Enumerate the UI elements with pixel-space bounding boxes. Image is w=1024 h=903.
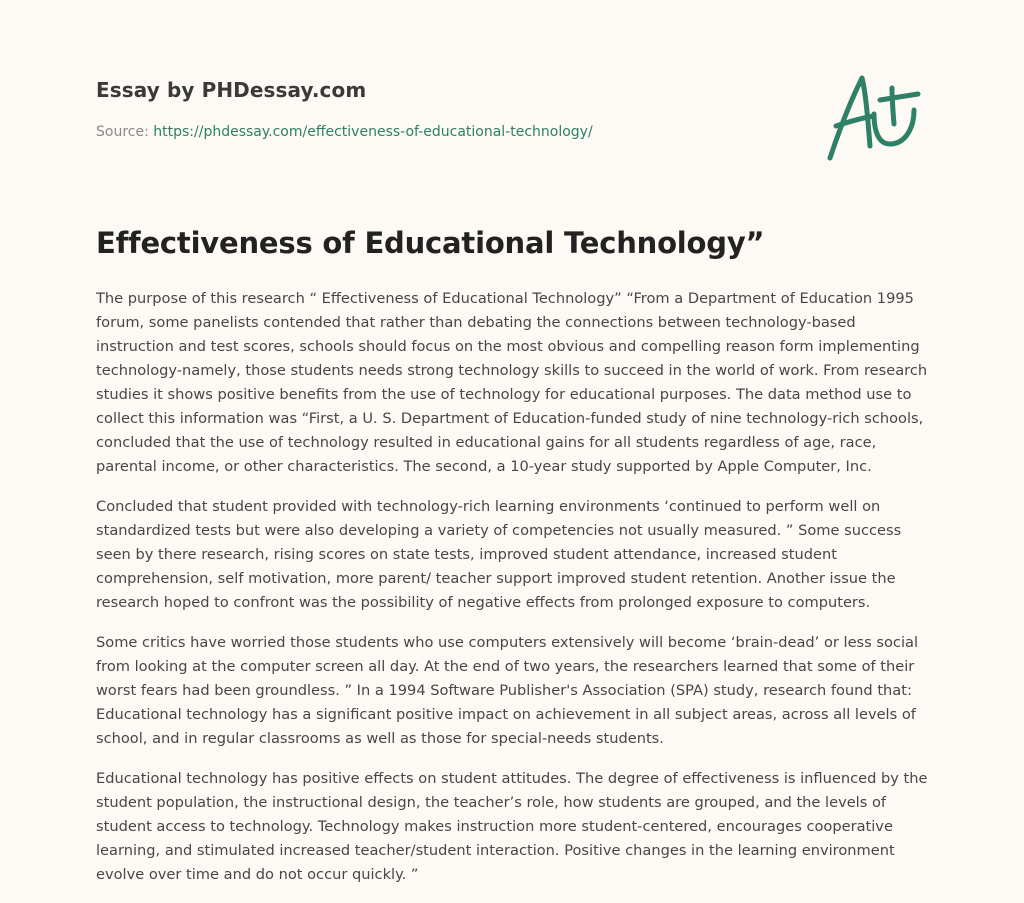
site-brand: Essay by PHDessay.com	[96, 78, 367, 102]
essay-page	[96, 0, 932, 900]
paragraph: Some critics have worried those students who use computers extensively will become ‘brain-dead’ or less social from looking at the computer screen all day. At the end of two years, the researchers learned that some of their worst fears had been groundless. ” In a 1994 Software Publisher's Association (SPA) study, research found that: Educational technology has a significant positive impact on achievement in all subject areas, across all levels of school, and in regular classrooms as well as those for special-needs students.	[96, 634, 919, 747]
paragraph: Concluded that student provided with technology-rich learning environments ‘continued to perform well on standardized tests but were also developing a variety of competencies not usually measured. ” Some success seen by there research, rising scores on state tests, improved student attendance, increased student comprehension, self motivation, more parent/ teacher support improved student retention. Another issue the research hoped to confront was the possibility of negative effects from prolonged exposure to computers.	[96, 498, 902, 611]
paragraph: The purpose of this research “ Effectiveness of Educational Technology” “From a Department of Education 1995 forum, some panelists contended that rather than debating the connections between technology-based instruction and test scores, schools should focus on the most obvious and compelling reason form implementing technology-namely, those students needs strong technology skills to succeed in the world of work. From research studies it shows positive benefits from the use of technology for educational purposes. The data method use to collect this information was “First, a U. S. Department of Education-funded study of nine technology-rich schools, concluded that the use of technology resulted in educational gains for all students regardless of age, race, parental income, or other characteristics. The second, a 10-year study supported by Apple Computer, Inc.	[96, 290, 928, 475]
article-title: Effectiveness of Educational Technology”	[96, 226, 765, 260]
article-body	[96, 287, 932, 903]
source-label: Source:	[96, 124, 154, 140]
source-link[interactable]: https://phdessay.com/effectiveness-of-educational-technology/	[153, 124, 593, 140]
a-plus-logo-icon	[822, 64, 934, 168]
source-line	[96, 124, 593, 140]
paragraph: Educational technology has positive effects on student attitudes. The degree of effectiveness is influenced by the student population, the instructional design, the teacher’s role, how students are grouped, and the levels of student access to technology. Technology makes instruction more student-centered, encourages cooperative learning, and stimulated increased teacher/student interaction. Positive changes in the learning environment evolve over time and do not occur quickly. ”	[96, 770, 928, 883]
